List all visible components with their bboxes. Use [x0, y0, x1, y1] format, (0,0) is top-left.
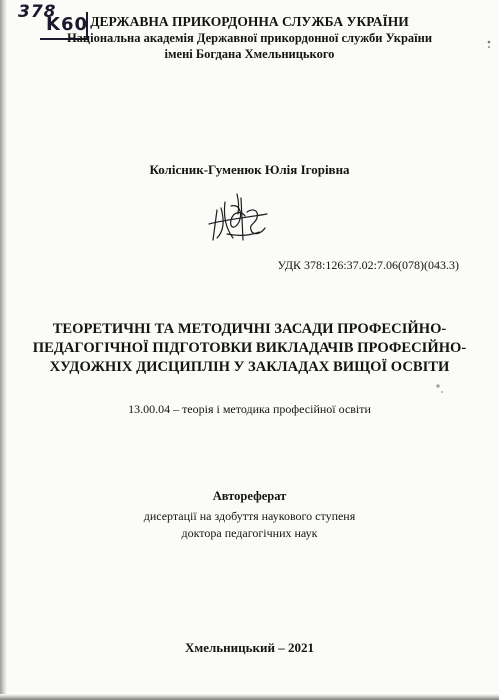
handwritten-catalog-code: K60	[46, 14, 88, 35]
header-academy: Національна академія Державної прикордонної служби України	[66, 31, 433, 45]
header-organization: ДЕРЖАВНА ПРИКОРДОННА СЛУЖБА УКРАЇНИ	[90, 14, 409, 29]
header-named-after: імені Богдана Хмельницького	[164, 47, 335, 61]
title-line-3: ХУДОЖНІХ ДИСЦИПЛІН У ЗАКЛАДАХ ВИЩОЇ ОСВІТИ	[49, 359, 450, 375]
specialty-code: 13.00.04 – теорія і методика професійної освіти	[128, 402, 371, 416]
page-edge-shadow-bottom	[0, 694, 499, 700]
purpose-line-1: дисертації на здобуття наукового ступеня	[143, 509, 356, 523]
place-and-year: Хмельницький – 2021	[185, 640, 314, 655]
handwritten-catalog-number: 378	[18, 2, 57, 22]
author-name: Колісник-Гуменюк Юлія Ігорівна	[149, 162, 350, 177]
udc-code: УДК 378:126:37.02:7.06(078)(043.3)	[277, 258, 459, 272]
signature-image	[203, 188, 273, 246]
document-type: Автореферат	[212, 489, 287, 503]
purpose-line-2: доктора педагогічних наук	[181, 526, 318, 540]
title-line-2: ПЕДАГОГІЧНОЇ ПІДГОТОВКИ ВИКЛАДАЧІВ ПРОФЕСІЙНО-	[32, 340, 467, 356]
title-line-1: ТЕОРЕТИЧНІ ТА МЕТОДИЧНІ ЗАСАДИ ПРОФЕСІЙНО-	[52, 321, 447, 337]
dissertation-title	[0, 320, 499, 377]
